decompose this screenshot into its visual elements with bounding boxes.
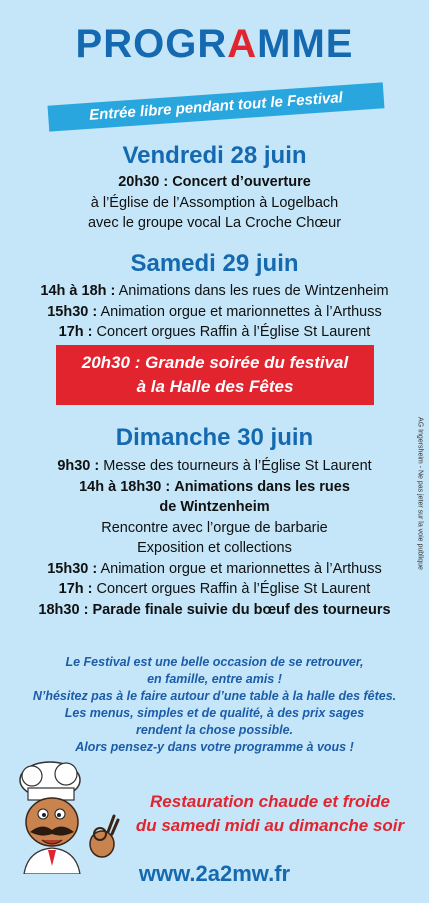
catering-info: Restauration chaude et froide du samedi midi au dimanche soir bbox=[135, 792, 405, 835]
day-heading-friday: Vendredi 28 juin bbox=[122, 142, 307, 169]
schedule-line: 9h30 : Messe des tourneurs à l’Église St Laurent bbox=[57, 458, 372, 474]
sunday-schedule bbox=[0, 456, 429, 620]
friday-schedule bbox=[0, 172, 429, 234]
schedule-line: 18h30 : Parade finale suivie du bœuf des tourneurs bbox=[38, 601, 391, 618]
schedule-line: Exposition et collections bbox=[137, 540, 292, 556]
page-title bbox=[0, 22, 429, 67]
free-entry-banner: Entrée libre pendant tout le Festival bbox=[48, 82, 385, 131]
schedule-line: 17h : Concert orgues Raffin à l’Église St Laurent bbox=[58, 581, 371, 597]
title-part-1: PROGR bbox=[75, 22, 228, 66]
schedule-line: 14h à 18h : Animations dans les rues de Wintzenheim bbox=[40, 283, 389, 299]
day-heading-saturday: Samedi 29 juin bbox=[130, 250, 299, 277]
festival-intro-text: Le Festival est une belle occasion de se retrouver, en famille, entre amis ! N’hésitez pas à le faire autour d’une table à la halle des fêtes. Les menus, simples et de qualité, à des prix sages rendent la chose possible. Alors pensez-y dans votre programme à vous ! bbox=[32, 655, 397, 754]
schedule-line: avec le groupe vocal La Croche Chœur bbox=[87, 215, 342, 231]
print-credit: AG Ingersheim - Ne pas jeter sur la voie publique bbox=[416, 417, 424, 570]
schedule-line: 15h30 : Animation orgue et marionnettes à l’Arthuss bbox=[47, 303, 382, 320]
highlight-line-2: à la Halle des Fêtes bbox=[136, 377, 294, 396]
schedule-line: Rencontre avec l’orgue de barbarie bbox=[101, 519, 328, 536]
schedule-line: de Wintzenheim bbox=[159, 499, 270, 515]
gala-evening-highlight bbox=[56, 345, 374, 405]
schedule-line: 17h : Concert orgues Raffin à l’Église St Laurent bbox=[58, 324, 371, 340]
chef-illustration bbox=[10, 758, 122, 874]
website-link[interactable]: www.2a2mw.fr bbox=[138, 861, 291, 886]
saturday-schedule bbox=[0, 281, 429, 343]
a-logo-letter: A bbox=[227, 22, 258, 66]
highlight-line-1: 20h30 : Grande soirée du festival bbox=[81, 353, 349, 372]
schedule-line: 14h à 18h30 : Animations dans les rues bbox=[79, 478, 350, 495]
schedule-line: à l’Église de l’Assomption à Logelbach bbox=[90, 194, 339, 211]
schedule-line: 15h30 : Animation orgue et marionnettes à l’Arthuss bbox=[47, 560, 382, 577]
day-heading-sunday: Dimanche 30 juin bbox=[115, 424, 314, 451]
title-part-2: MME bbox=[257, 22, 354, 66]
schedule-line: 20h30 : Concert d’ouverture bbox=[118, 174, 311, 190]
